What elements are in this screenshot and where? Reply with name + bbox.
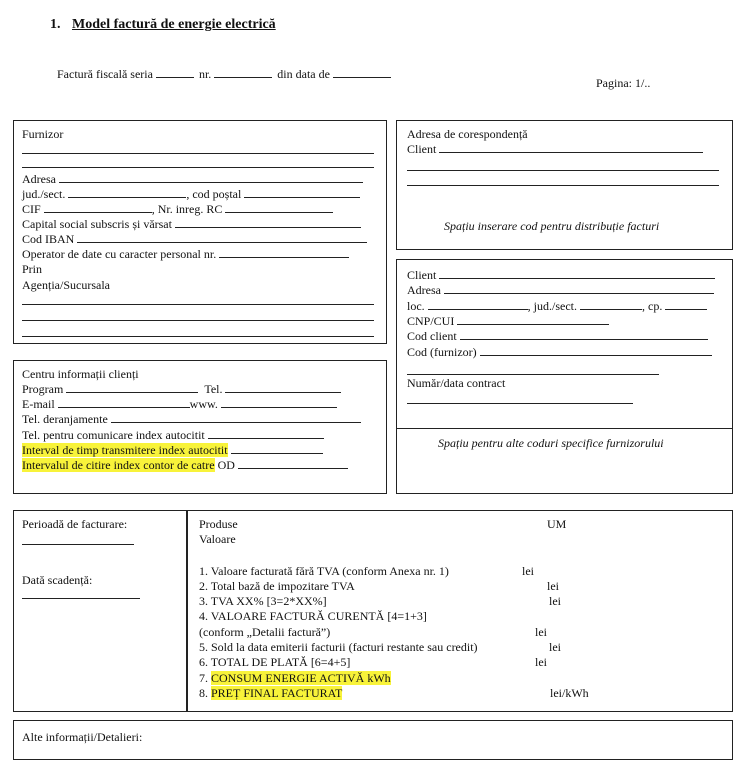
client-cnp-label: CNP/CUI bbox=[407, 314, 455, 328]
title-number: 1. bbox=[50, 17, 61, 32]
interval-read-label: Intervalul de citire index contor de catre bbox=[22, 458, 215, 472]
interval-read-blank[interactable] bbox=[238, 458, 348, 469]
product-row-6: 6. TOTAL DE PLATĂ [6=4+5] bbox=[199, 655, 351, 669]
tel-reading-line bbox=[22, 428, 324, 442]
client-cp-label: , cp. bbox=[642, 299, 663, 313]
client-cp-blank[interactable] bbox=[665, 299, 707, 310]
value-header: Valoare bbox=[199, 532, 236, 546]
supplier-code-line bbox=[407, 345, 712, 359]
client-code-label: Cod client bbox=[407, 329, 457, 343]
correspondence-line-1 bbox=[407, 170, 719, 171]
supplier-postal-blank[interactable] bbox=[244, 187, 360, 198]
client-divider bbox=[396, 428, 733, 429]
interval-send-label: Interval de timp transmitere index autocitit bbox=[22, 443, 228, 457]
agency-line-1 bbox=[22, 304, 374, 305]
email-line bbox=[22, 397, 337, 411]
date-blank[interactable] bbox=[333, 67, 391, 78]
od-label: OD bbox=[217, 458, 235, 472]
supplier-capital-label: Capital social subscris și vărsat bbox=[22, 217, 172, 231]
interval-send-line bbox=[22, 443, 323, 457]
supplier-name-line-2 bbox=[22, 167, 374, 168]
www-blank[interactable] bbox=[221, 397, 337, 408]
info-center-heading: Centru informații clienți bbox=[22, 367, 139, 381]
product-row-2: 2. Total bază de impozitare TVA bbox=[199, 579, 355, 593]
due-date-label: Dată scadență: bbox=[22, 573, 93, 587]
supplier-jud-label: jud./sect. bbox=[22, 187, 66, 201]
correspondence-client-blank[interactable] bbox=[439, 142, 703, 153]
other-info-label: Alte informații/Detalieri: bbox=[22, 730, 143, 744]
supplier-code-label: Cod (furnizor) bbox=[407, 345, 477, 359]
page-number: Pagina: 1/.. bbox=[596, 76, 651, 90]
supplier-agency: Agenția/Sucursala bbox=[22, 278, 110, 292]
distribution-code-placeholder: Spațiu inserare cod pentru distribuție facturi bbox=[444, 219, 660, 233]
supplier-name-line bbox=[22, 153, 374, 154]
product-row-2-um: lei bbox=[547, 579, 559, 593]
products-header: Produse bbox=[199, 517, 238, 531]
supplier-address-label: Adresa bbox=[22, 172, 56, 186]
tel-reading-label: Tel. pentru comunicare index autocitit bbox=[22, 428, 205, 442]
supplier-jud-line bbox=[22, 187, 360, 201]
supplier-code-blank[interactable] bbox=[480, 345, 712, 356]
www-label: www. bbox=[189, 397, 218, 411]
billing-period-label: Perioadă de facturare: bbox=[22, 517, 128, 531]
product-row-6-um: lei bbox=[535, 655, 547, 669]
client-blank[interactable] bbox=[439, 268, 715, 279]
invoice-series-label: Factură fiscală seria bbox=[57, 67, 153, 81]
client-loc-line bbox=[407, 299, 707, 313]
supplier-operator-blank[interactable] bbox=[219, 247, 349, 258]
correspondence-client-label: Client bbox=[407, 142, 437, 156]
supplier-iban-label: Cod IBAN bbox=[22, 232, 75, 246]
client-code-line bbox=[407, 329, 708, 343]
supplier-address-blank[interactable] bbox=[59, 172, 363, 183]
due-date-line bbox=[22, 598, 140, 599]
correspondence-line-2 bbox=[407, 185, 719, 186]
client-label: Client bbox=[407, 268, 437, 282]
client-jud-label: , jud./sect. bbox=[527, 299, 577, 313]
tel-reading-blank[interactable] bbox=[208, 428, 324, 439]
billing-box bbox=[13, 510, 187, 712]
tel-blank[interactable] bbox=[225, 382, 341, 393]
supplier-capital-line bbox=[22, 217, 361, 231]
interval-read-line bbox=[22, 458, 348, 472]
product-row-1-um: lei bbox=[522, 564, 534, 578]
supplier-iban-line bbox=[22, 232, 367, 246]
client-line bbox=[407, 268, 715, 282]
client-loc-label: loc. bbox=[407, 299, 425, 313]
nr-blank[interactable] bbox=[214, 67, 272, 78]
tel-faults-line bbox=[22, 412, 361, 426]
product-row-8-prefix: 8. bbox=[199, 686, 211, 700]
supplier-cif-blank[interactable] bbox=[44, 202, 152, 213]
product-row-7-prefix: 7. bbox=[199, 671, 211, 685]
agency-line-2 bbox=[22, 320, 374, 321]
product-row-4-note: (conform „Detalii factură”) bbox=[199, 625, 331, 639]
product-row-8-label: PREȚ FINAL FACTURAT bbox=[211, 686, 343, 700]
supplier-cif-label: CIF bbox=[22, 202, 41, 216]
product-row-3-um: lei bbox=[549, 594, 561, 608]
client-extra-line bbox=[407, 374, 659, 375]
tel-faults-label: Tel. deranjamente bbox=[22, 412, 108, 426]
product-row-4-um: lei bbox=[535, 625, 547, 639]
supplier-reg-label: , Nr. inreg. RC bbox=[151, 202, 223, 216]
correspondence-client-line bbox=[407, 142, 703, 156]
product-row-1: 1. Valoare facturată fără TVA (conform Anexa nr. 1) bbox=[199, 564, 449, 578]
product-row-7-label: CONSUM ENERGIE ACTIVĂ kWh bbox=[211, 671, 391, 685]
contract-label: Număr/data contract bbox=[407, 376, 506, 390]
supplier-address bbox=[22, 172, 363, 186]
product-row-8-um: lei/kWh bbox=[550, 686, 589, 700]
nr-label: nr. bbox=[198, 67, 212, 81]
supplier-codes-placeholder: Spațiu pentru alte coduri specifice furnizorului bbox=[438, 436, 664, 450]
client-address-blank[interactable] bbox=[444, 283, 714, 294]
program-label: Program bbox=[22, 382, 64, 396]
client-loc-blank[interactable] bbox=[428, 299, 528, 310]
program-line bbox=[22, 382, 341, 396]
product-row-5-um: lei bbox=[549, 640, 561, 654]
program-blank[interactable] bbox=[66, 382, 198, 393]
email-label: E-mail bbox=[22, 397, 55, 411]
supplier-operator-line bbox=[22, 247, 349, 261]
email-blank[interactable] bbox=[58, 397, 190, 408]
product-row-5: 5. Sold la data emiterii facturii (facturi restante sau credit) bbox=[199, 640, 478, 654]
um-header: UM bbox=[547, 517, 567, 531]
supplier-jud-blank[interactable] bbox=[68, 187, 186, 198]
supplier-cif-line bbox=[22, 202, 333, 216]
correspondence-heading: Adresa de corespondență bbox=[407, 127, 528, 141]
supplier-operator-label: Operator de date cu caracter personal nr. bbox=[22, 247, 217, 261]
product-row-3: 3. TVA XX% [3=2*XX%] bbox=[199, 594, 327, 608]
client-code-blank[interactable] bbox=[460, 329, 708, 340]
tel-faults-blank[interactable] bbox=[111, 412, 361, 423]
supplier-prin: Prin bbox=[22, 262, 43, 276]
invoice-series-line bbox=[57, 67, 391, 81]
client-address-line bbox=[407, 283, 714, 297]
document-title bbox=[50, 18, 276, 32]
contract-line bbox=[407, 403, 633, 404]
agency-line-3 bbox=[22, 336, 374, 337]
product-row-4: 4. VALOARE FACTURĂ CURENTĂ [4=1+3] bbox=[199, 609, 427, 623]
supplier-capital-blank[interactable] bbox=[175, 217, 361, 228]
client-jud-blank[interactable] bbox=[580, 299, 642, 310]
billing-period-line bbox=[22, 544, 134, 545]
supplier-reg-blank[interactable] bbox=[225, 202, 333, 213]
title-text: Model factură de energie electrică bbox=[72, 17, 276, 32]
client-address-label: Adresa bbox=[407, 283, 441, 297]
supplier-heading: Furnizor bbox=[22, 127, 64, 141]
client-cnp-line bbox=[407, 314, 609, 328]
interval-send-blank[interactable] bbox=[231, 443, 323, 454]
tel-label: Tel. bbox=[204, 382, 223, 396]
client-cnp-blank[interactable] bbox=[457, 314, 609, 325]
date-label: din data de bbox=[277, 67, 330, 81]
series-blank[interactable] bbox=[156, 67, 194, 78]
supplier-iban-blank[interactable] bbox=[77, 232, 367, 243]
product-row-7 bbox=[199, 671, 391, 685]
product-row-8 bbox=[199, 686, 342, 700]
supplier-postal-label: , cod poștal bbox=[186, 187, 242, 201]
